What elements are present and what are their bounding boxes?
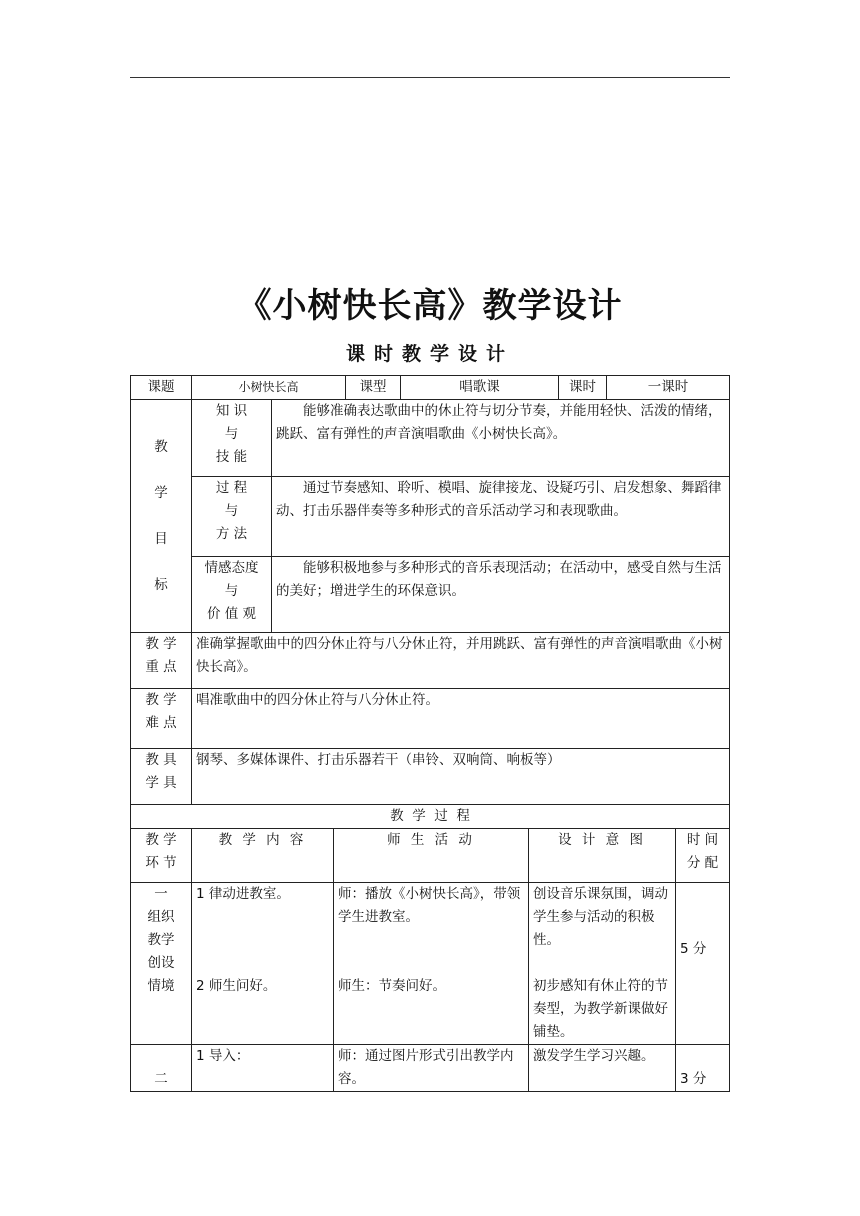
table-row <box>131 633 730 689</box>
table-row <box>131 805 730 829</box>
stage-1-content-item: 1 律动进教室。 <box>196 886 290 902</box>
period-label: 课时 <box>559 376 607 400</box>
table-row <box>131 749 730 805</box>
objective-content-knowledge: 能够准确表达歌曲中的休止符与切分节奏，并能用轻快、活泼的情绪，跳跃、富有弹性的声音演唱歌曲《小树快长高》。 <box>272 400 730 477</box>
table-row <box>131 689 730 749</box>
difficulty-content: 唱准歌曲中的四分休止符与八分休止符。 <box>192 689 730 749</box>
stage-1-time: 5 分 <box>676 883 730 1045</box>
stage-1-activity <box>334 883 529 1045</box>
column-content: 教 学 内 容 <box>192 829 334 883</box>
type-value: 唱歌课 <box>401 376 559 400</box>
type-label: 课型 <box>346 376 401 400</box>
lesson-plan-table <box>130 375 730 1092</box>
stage-1-label: 一 组织 教学 创设 情境 <box>131 883 192 1045</box>
table-row <box>131 376 730 400</box>
column-intent: 设 计 意 图 <box>529 829 676 883</box>
objective-label-emotion: 情感态度 与 价 值 观 <box>192 557 272 633</box>
tools-content: 钢琴、多媒体课件、打击乐器若干（串铃、双响筒、响板等） <box>192 749 730 805</box>
stage-1-content <box>192 883 334 1045</box>
period-value: 一课时 <box>607 376 730 400</box>
stage-2-label: 二 <box>131 1045 192 1092</box>
topic-value: 小树快长高 <box>192 376 346 400</box>
stage-2-activity: 师：通过图片形式引出教学内容。 <box>334 1045 529 1092</box>
table-row <box>131 400 730 477</box>
objectives-label: 教 学 目 标 <box>131 400 192 633</box>
stage-1-activity-item: 师：播放《小树快长高》，带领学生进教室。 <box>338 886 521 925</box>
column-time: 时 间 分 配 <box>676 829 730 883</box>
tools-label: 教 具 学 具 <box>131 749 192 805</box>
process-heading: 教 学 过 程 <box>131 805 730 829</box>
stage-1-intent <box>529 883 676 1045</box>
table-row <box>131 557 730 633</box>
column-stage: 教 学 环 节 <box>131 829 192 883</box>
objective-content-emotion: 能够积极地参与多种形式的音乐表现活动；在活动中，感受自然与生活的美好；增进学生的环保意识。 <box>272 557 730 633</box>
stage-1-intent-item: 初步感知有休止符的节奏型，为教学新课做好铺垫。 <box>533 978 669 1040</box>
key-point-content: 准确掌握歌曲中的四分休止符与八分休止符，并用跳跃、富有弹性的声音演唱歌曲《小树快长高》。 <box>192 633 730 689</box>
stage-1-intent-item: 创设音乐课氛围，调动学生参与活动的积极性。 <box>533 886 669 948</box>
difficulty-label: 教 学 难 点 <box>131 689 192 749</box>
topic-label: 课题 <box>131 376 192 400</box>
stage-2-time: 3 分 <box>676 1045 730 1092</box>
objective-label-knowledge: 知 识 与 技 能 <box>192 400 272 477</box>
table-row <box>131 829 730 883</box>
table-row <box>131 883 730 1045</box>
stage-2-content: 1 导入： <box>192 1045 334 1092</box>
table-row <box>131 1045 730 1092</box>
document-title: 《小树快长高》教学设计 <box>237 286 623 326</box>
stage-2-intent: 激发学生学习兴趣。 <box>529 1045 676 1092</box>
stage-1-content-item: 2 师生问好。 <box>196 978 277 994</box>
key-point-label: 教 学 重 点 <box>131 633 192 689</box>
stage-1-activity-item: 师生：节奏问好。 <box>338 978 446 994</box>
column-activity: 师 生 活 动 <box>334 829 529 883</box>
table-row <box>131 477 730 557</box>
objective-label-process: 过 程 与 方 法 <box>192 477 272 557</box>
header-rule <box>130 77 730 78</box>
objective-content-process: 通过节奏感知、聆听、模唱、旋律接龙、设疑巧引、启发想象、舞蹈律动、打击乐器伴奏等多种形式的音乐活动学习和表现歌曲。 <box>272 477 730 557</box>
document-subtitle: 课时教学设计 <box>345 343 514 365</box>
